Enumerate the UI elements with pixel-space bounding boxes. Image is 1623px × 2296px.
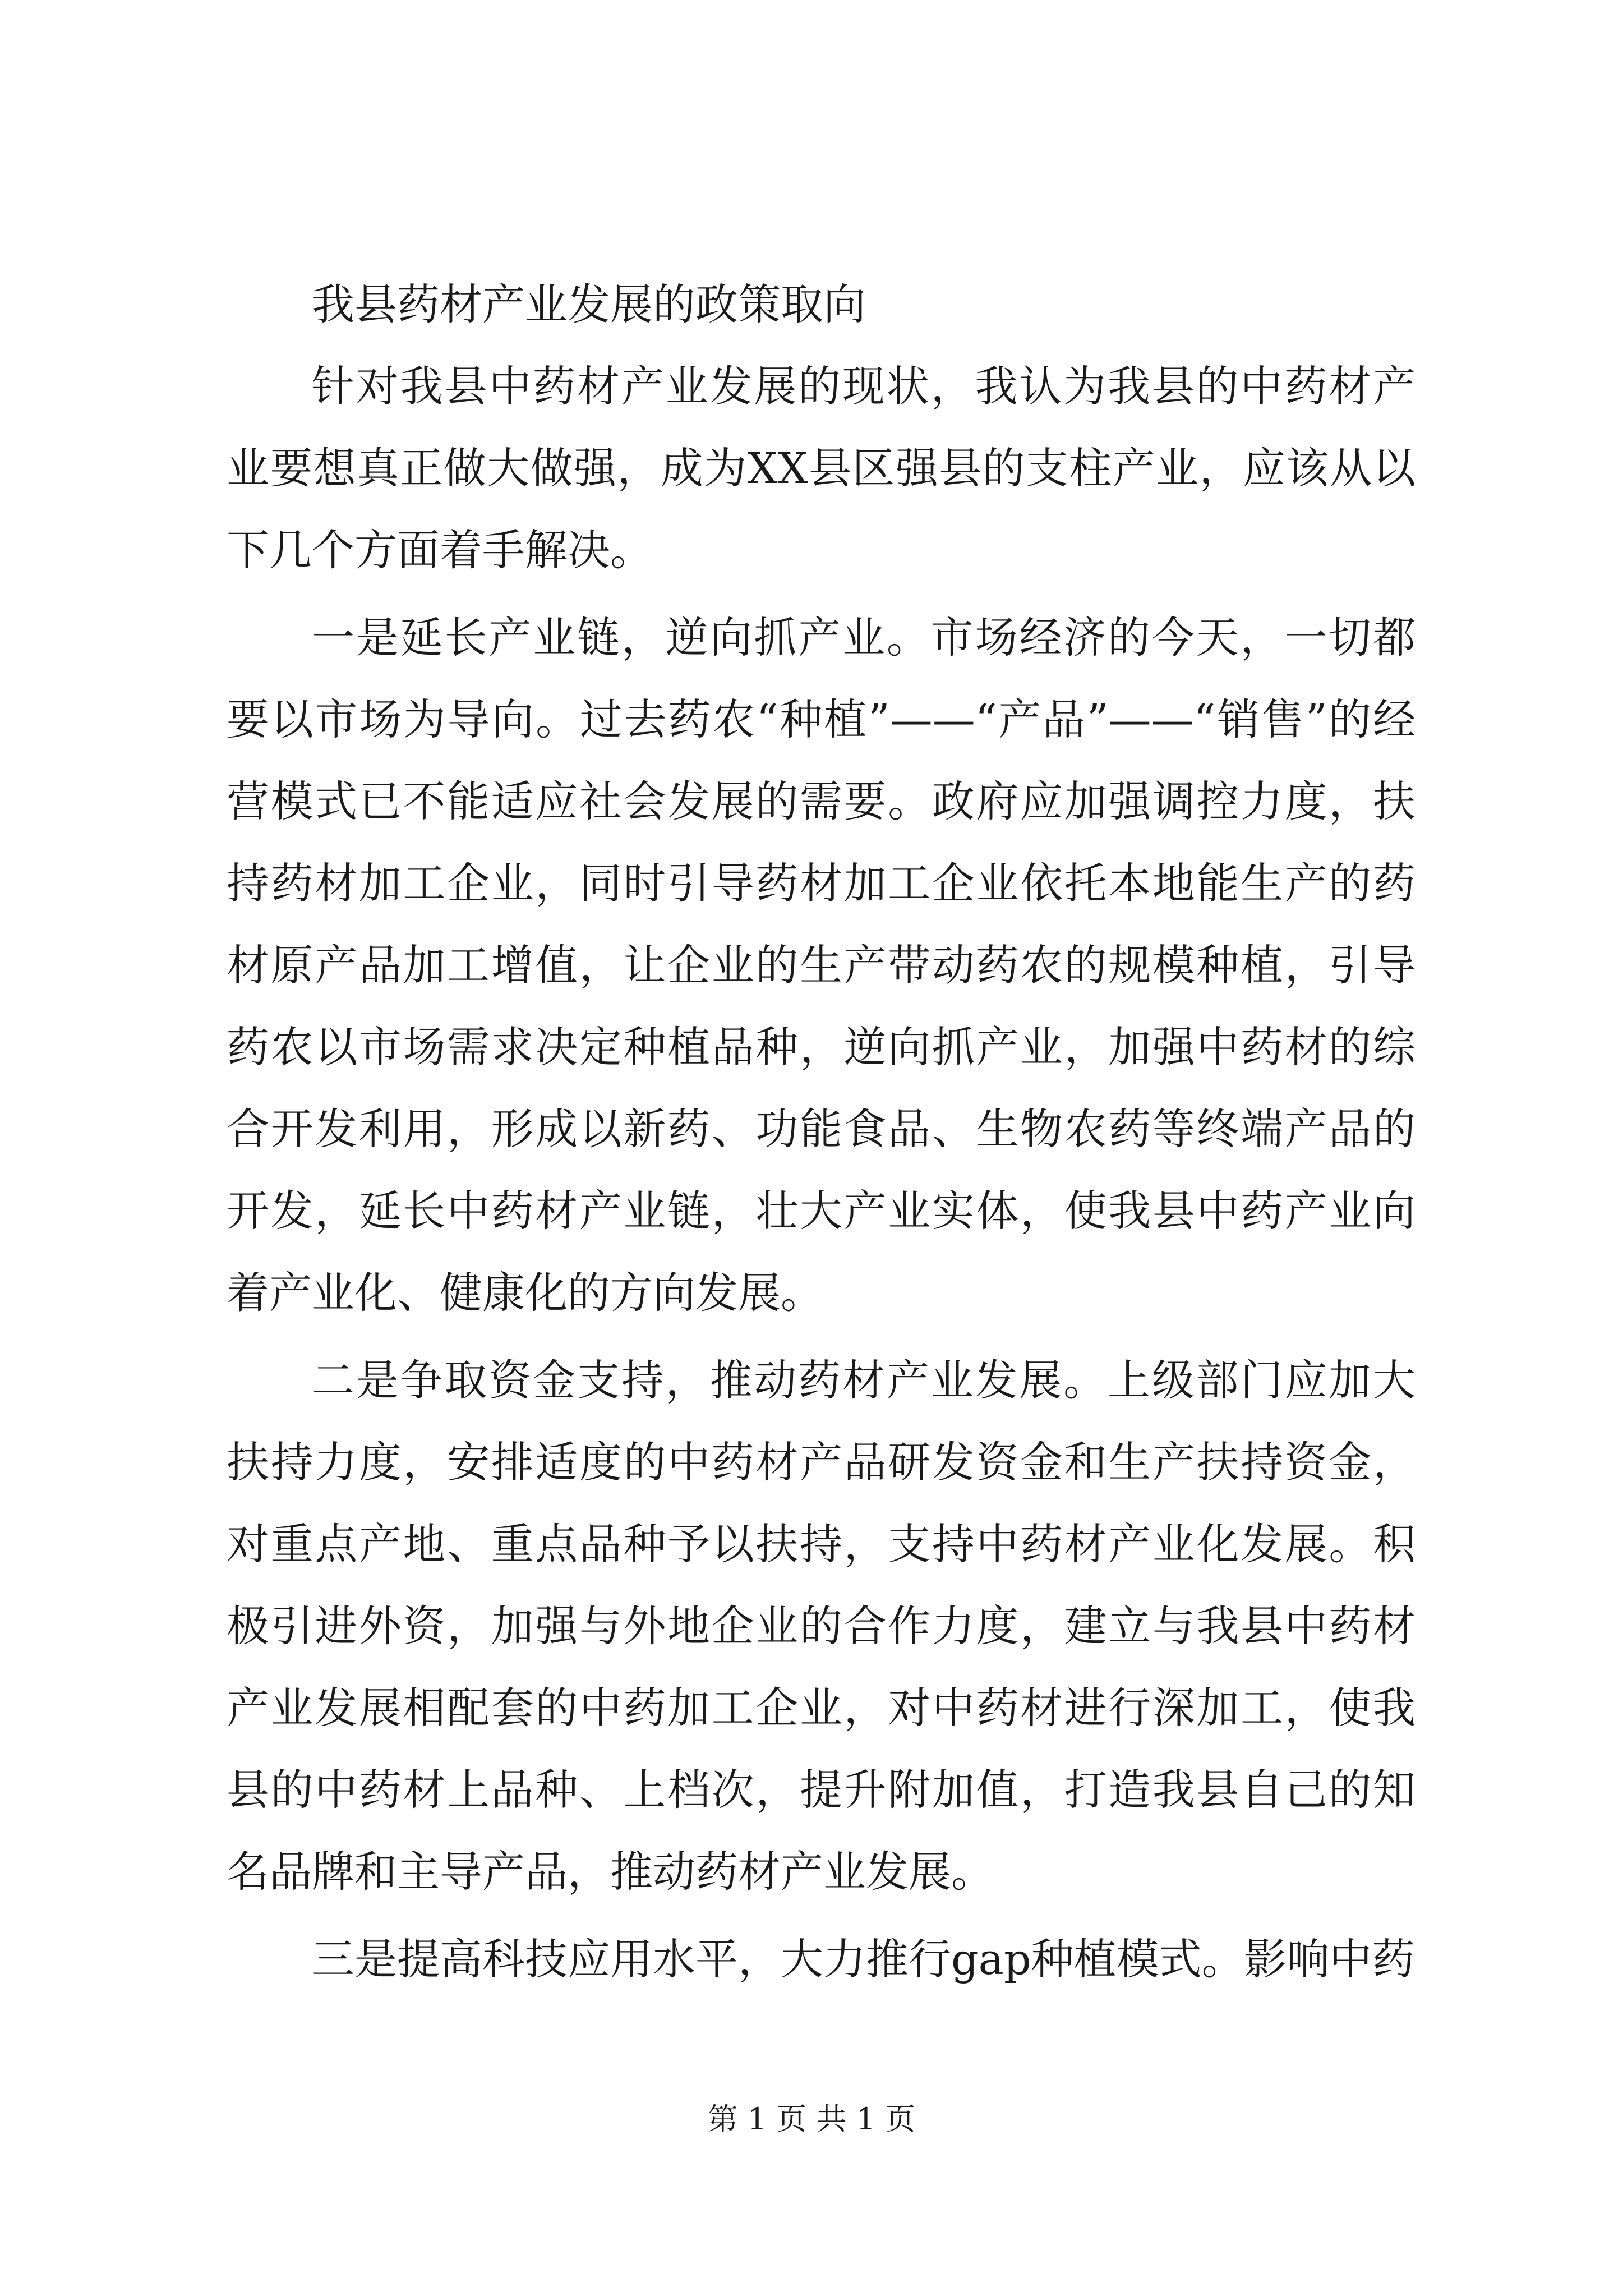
document-title: 我县药材产业发展的政策取向 xyxy=(312,279,866,329)
paragraph-intro: 针对我县中药材产业发展的现状，我认为我县的中药材产业要想真正做大做强，成为XX县区强县的支柱产业，应该从以下几个方面着手解决。 xyxy=(227,361,1415,575)
paragraph-two: 二是争取资金支持，推动药材产业发展。上级部门应加大扶持力度，安排适度的中药材产品研发资金和生产扶持资金，对重点产地、重点品种予以扶持，支持中药材产业化发展。积极引进外资，加强与外地企业的合作力度，建立与我县中药材产业发展相配套的中药加工企业，对中药材进行深加工，使我县的中药材上品种、上档次，提升附加值，打造我县自己的知名品牌和主导产品，推动药材产业发展。 xyxy=(227,1355,1415,1897)
page-number-footer: 第 1 页 共 1 页 xyxy=(707,2101,916,2137)
paragraph-one: 一是延长产业链，逆向抓产业。市场经济的今天，一切都要以市场为导向。过去药农“种植”——“产品”——“销售”的经营模式已不能适应社会发展的需要。政府应加强调控力度，扶持药材加工企业，同时引导药材加工企业依托本地能生产的药材原产品加工增值，让企业的生产带动药农的规模种植，引导药农以市场需求决定种植品种，逆向抓产业，加强中药材的综合开发利用，形成以新药、功能食品、生物农药等终端产品的开发，延长中药材产业链，壮大产业实体，使我县中药产业向着产业化、健康化的方向发展。 xyxy=(227,613,1415,1318)
document-body xyxy=(227,264,1415,2006)
paragraph-three: 三是提高科技应用水平，大力推行gap种植模式。影响中药 xyxy=(312,1934,1415,1984)
